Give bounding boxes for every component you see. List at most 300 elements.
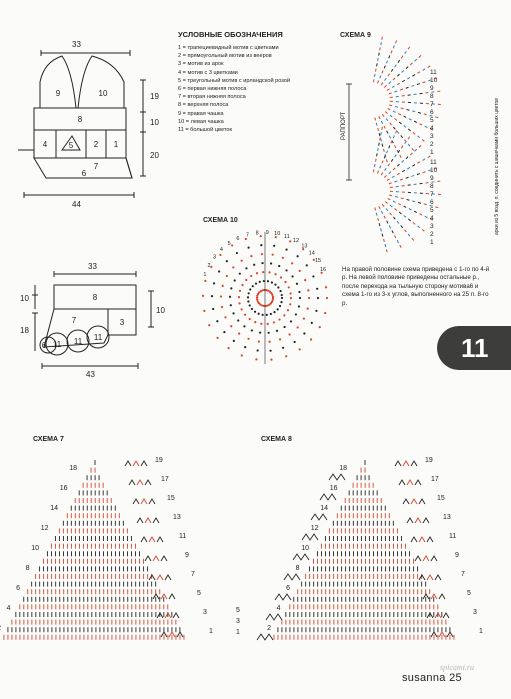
row-number: 7 <box>461 571 465 578</box>
stitch <box>280 301 282 303</box>
fan-stitch <box>145 518 151 523</box>
stitch <box>381 228 382 231</box>
stitch <box>395 130 396 133</box>
stitch <box>238 296 240 298</box>
stitch <box>398 204 401 205</box>
legend-title: УСЛОВНЫЕ ОБОЗНАЧЕНИЯ <box>178 30 283 39</box>
stitch <box>386 61 387 64</box>
row-number: 9 <box>455 552 459 559</box>
stitch <box>423 82 426 83</box>
stitch <box>221 306 223 308</box>
row-number: 7 <box>245 232 249 239</box>
fan-stitch <box>153 556 159 561</box>
schematic-bottom <box>0 255 170 380</box>
stitch <box>398 150 400 152</box>
stitch <box>254 311 256 313</box>
stitch <box>278 265 280 267</box>
stitch <box>397 74 399 76</box>
stitch <box>422 139 424 141</box>
stitch <box>211 295 213 297</box>
stitch <box>373 79 374 82</box>
stitch <box>399 212 401 214</box>
stitch <box>376 159 377 162</box>
stitch <box>412 165 415 167</box>
row-number: 13 <box>173 514 181 521</box>
row-number: 3 <box>430 133 434 140</box>
stitch <box>238 302 240 304</box>
diagram-top-label: 2 <box>93 140 99 149</box>
stitch <box>247 296 249 298</box>
fan-stitch <box>293 554 309 560</box>
stitch <box>281 294 283 296</box>
row-number: 1 <box>203 272 207 279</box>
row-number: 11 <box>179 533 187 540</box>
row-number: 6 <box>430 109 434 116</box>
stitch <box>245 279 247 281</box>
fan-stitch <box>395 461 401 466</box>
stitch <box>384 149 385 152</box>
stitch <box>425 216 428 217</box>
stitch <box>404 215 406 217</box>
stitch <box>428 66 431 68</box>
stitch <box>413 132 415 134</box>
stitch <box>424 114 427 115</box>
stitch <box>250 275 252 277</box>
stitch <box>299 270 301 272</box>
row-number: 3 <box>213 254 217 261</box>
legend-item: 4 = мотив с 3 цветками <box>178 69 238 76</box>
row-number: 3 <box>236 618 240 625</box>
stitch <box>256 299 258 301</box>
stitch <box>384 216 385 219</box>
stitch <box>257 349 259 351</box>
row-number: 4 <box>219 247 223 254</box>
stitch <box>294 341 296 343</box>
fan-stitch <box>173 613 179 618</box>
fan-stitch <box>169 594 175 599</box>
stitch <box>290 320 292 322</box>
stitch <box>377 63 378 66</box>
stitch <box>393 168 395 170</box>
row-number: 7 <box>430 191 434 198</box>
row-number: 9 <box>185 552 189 559</box>
stitch <box>419 145 421 147</box>
stitch <box>401 198 404 199</box>
stitch <box>378 128 379 131</box>
stitch <box>397 164 399 166</box>
stitch <box>393 201 396 202</box>
stitch <box>401 135 403 137</box>
stitch <box>282 257 284 259</box>
stitch <box>290 292 292 294</box>
diagram-top-height-2: 10 <box>150 118 159 127</box>
stitch <box>268 271 270 273</box>
fan-stitch <box>329 474 345 480</box>
stitch <box>425 126 428 127</box>
stitch <box>212 308 214 310</box>
fan-stitch <box>145 480 151 485</box>
stitch <box>254 321 256 323</box>
stitch <box>262 314 264 316</box>
stitch <box>272 296 274 298</box>
scheme-9-title: СХЕМА 9 <box>340 32 371 39</box>
row-number: 5 <box>236 607 240 614</box>
stitch <box>298 291 300 293</box>
stitch <box>263 305 265 307</box>
legend-item: 5 = треугольный мотив с ирландской розой <box>178 77 291 84</box>
fan-stitch <box>443 613 449 618</box>
stitch <box>404 230 406 232</box>
fan-stitch <box>149 499 155 504</box>
stitch <box>422 229 424 231</box>
stitch <box>381 42 382 45</box>
stitch <box>414 121 417 122</box>
stitch <box>381 132 382 135</box>
diagram-top-height-3: 20 <box>150 151 159 160</box>
stitch <box>274 273 276 275</box>
stitch <box>267 323 269 325</box>
stitch <box>379 116 380 119</box>
stitch <box>310 338 312 340</box>
stitch <box>289 240 291 242</box>
fan-stitch <box>419 537 425 542</box>
fan-stitch <box>157 537 163 542</box>
stitch <box>233 340 235 342</box>
stitch <box>236 252 238 254</box>
row-number: 3 <box>203 609 207 616</box>
fan-stitch <box>161 556 167 561</box>
fan-stitch <box>399 480 405 485</box>
stitch <box>406 67 408 69</box>
stitch <box>291 275 293 277</box>
section-tab: 11 <box>437 326 511 370</box>
legend-item: 10 = левая чашка <box>178 118 224 125</box>
row-number: 6 <box>286 585 290 592</box>
fan-stitch <box>129 480 135 485</box>
fan-stitch <box>427 537 433 542</box>
row-number: 12 <box>292 238 300 245</box>
row-number: 19 <box>425 457 433 464</box>
stitch <box>379 223 380 226</box>
stitch <box>395 119 397 121</box>
stitch <box>382 37 383 40</box>
stitch <box>271 294 273 296</box>
fan-stitch <box>133 461 139 466</box>
stitch <box>222 285 224 287</box>
stitch <box>398 60 400 62</box>
stitch <box>401 225 403 227</box>
stitch <box>428 156 431 158</box>
stitch <box>278 318 280 320</box>
diagram-bottom-label: 8 <box>92 293 98 302</box>
row-number: 16 <box>59 485 68 492</box>
fan-stitch <box>415 480 421 485</box>
diagram-top-label: 9 <box>55 89 61 98</box>
stitch <box>245 267 247 269</box>
stitch <box>390 205 392 207</box>
stitch <box>378 58 379 61</box>
stitch <box>265 289 267 291</box>
diagram-top-label: 10 <box>98 89 108 98</box>
stitch <box>401 56 403 58</box>
stitch <box>393 217 395 219</box>
stitch <box>216 320 218 322</box>
stitch <box>283 326 285 328</box>
stitch <box>263 280 265 282</box>
stitch <box>208 324 210 326</box>
stitch <box>251 308 253 310</box>
stitch <box>375 74 376 77</box>
stitch <box>408 129 410 131</box>
stitch <box>382 204 384 206</box>
diagram-bottom-width-bottom: 43 <box>86 370 95 379</box>
stitch <box>299 348 301 350</box>
stitch <box>407 109 410 110</box>
stitch <box>392 230 393 233</box>
stitch <box>295 313 297 315</box>
stitch <box>279 290 281 292</box>
stitch <box>387 179 390 181</box>
stitch <box>389 145 390 148</box>
stitch <box>277 286 279 288</box>
row-number: 4 <box>6 605 11 612</box>
diagram-bottom-height-3: 10 <box>156 306 165 315</box>
stitch <box>401 146 403 148</box>
stitch <box>319 326 321 328</box>
stitch <box>376 213 377 216</box>
stitch <box>219 254 221 256</box>
row-number: 11 <box>284 233 290 240</box>
stitch <box>405 141 407 143</box>
stitch <box>393 111 396 112</box>
row-number: 5 <box>430 117 434 124</box>
stitch <box>384 156 385 159</box>
stitch <box>316 288 318 290</box>
stitch <box>395 145 396 148</box>
stitch <box>388 108 391 109</box>
stitch <box>397 83 400 85</box>
row-number: 9 <box>430 175 434 182</box>
stitch <box>218 270 220 272</box>
stitch <box>410 63 412 65</box>
stitch <box>417 84 420 85</box>
stitch <box>386 118 388 120</box>
stitch <box>423 159 426 161</box>
stitch <box>387 89 390 91</box>
row-number: 8 <box>255 230 259 237</box>
stitch <box>398 114 401 115</box>
stitch <box>401 108 404 109</box>
stitch <box>399 122 401 124</box>
stitch <box>213 282 215 284</box>
stitch <box>262 271 264 273</box>
stitch <box>261 289 263 291</box>
stitch <box>223 331 225 333</box>
stitch <box>303 318 305 320</box>
fan-stitch <box>302 534 318 540</box>
stitch <box>304 279 306 281</box>
stitch <box>404 125 406 127</box>
row-number: 14 <box>50 505 58 512</box>
stitch <box>418 202 421 203</box>
stitch <box>400 155 401 158</box>
stitch <box>402 160 404 162</box>
stitch <box>307 289 309 291</box>
stitch <box>315 310 317 312</box>
stitch <box>412 238 414 240</box>
legend-item: 6 = первая нижняя полоса <box>178 86 247 93</box>
stitch <box>415 149 417 151</box>
fan-stitch <box>427 575 433 580</box>
stitch <box>260 235 262 237</box>
stitch <box>385 78 387 80</box>
stitch <box>388 74 390 76</box>
row-number: 7 <box>430 101 434 108</box>
stitch <box>267 280 269 282</box>
stitch <box>285 355 287 357</box>
stitch <box>415 59 417 61</box>
stitch <box>268 341 270 343</box>
row-number: 13 <box>443 514 451 521</box>
scheme-7-title: СХЕМА 7 <box>33 436 64 443</box>
stitch <box>389 136 390 139</box>
stitch <box>382 127 383 130</box>
stitch <box>382 114 384 116</box>
stitch <box>270 313 272 315</box>
row-number: 18 <box>69 465 77 472</box>
stitch <box>392 176 395 178</box>
row-number: 14 <box>308 250 315 257</box>
stitch <box>394 91 397 92</box>
diagram-bottom-label: 11 <box>93 333 103 342</box>
stitch <box>385 168 387 170</box>
brand-name: susanna <box>402 672 446 684</box>
stitch <box>248 246 250 248</box>
stitch <box>249 318 251 320</box>
stitch <box>258 340 260 342</box>
diagram-top-label: 8 <box>77 115 83 124</box>
stitch <box>381 211 382 214</box>
stitch <box>385 202 387 204</box>
stitch <box>241 284 243 286</box>
fan-stitch <box>137 518 143 523</box>
stitch <box>267 304 269 306</box>
stitch <box>248 292 250 294</box>
stitch <box>409 209 412 210</box>
stitch <box>389 195 392 196</box>
diagram-bottom-height-1: 10 <box>20 294 29 303</box>
fan-stitch <box>153 518 159 523</box>
stitch <box>417 72 420 74</box>
stitch <box>231 244 233 246</box>
stitch <box>281 297 283 299</box>
stitch <box>418 112 421 113</box>
row-number: 12 <box>40 525 49 532</box>
legend-item: 11 = большой цветок <box>178 127 232 134</box>
stitch <box>285 269 287 271</box>
stitch <box>261 253 263 255</box>
row-number: 14 <box>320 505 328 512</box>
stitch <box>423 69 426 71</box>
stitch <box>406 87 409 88</box>
row-number: 8 <box>430 183 434 190</box>
stitch <box>400 179 403 180</box>
fan-stitch <box>141 537 147 542</box>
fan-stitch <box>157 575 163 580</box>
diagram-bottom-label: 3 <box>119 318 125 327</box>
row-number: 1 <box>430 149 434 156</box>
stitch <box>391 140 392 143</box>
stitch <box>406 177 409 178</box>
stitch <box>411 175 414 176</box>
fan-stitch <box>165 575 171 580</box>
stitch <box>234 279 236 281</box>
fan-stitch <box>415 556 421 561</box>
row-number: 2 <box>207 262 211 269</box>
stitch <box>296 283 298 285</box>
stitch <box>376 123 377 126</box>
stitch <box>259 332 261 334</box>
row-number: 4 <box>430 215 434 222</box>
stitch <box>435 117 438 118</box>
stitch <box>375 164 376 167</box>
stitch <box>393 127 395 129</box>
stitch <box>381 83 383 85</box>
stitch <box>230 325 232 327</box>
stitch <box>291 262 293 264</box>
row-number: 11 <box>430 159 437 166</box>
stitch <box>270 262 272 264</box>
diagram-top-label: 7 <box>93 162 99 171</box>
diagram-bottom-label: 6 <box>41 341 47 350</box>
row-number: 5 <box>197 590 201 597</box>
watermark-text: spicami.ru <box>440 663 474 672</box>
stitch <box>308 297 310 299</box>
stitch <box>395 106 398 107</box>
stitch <box>417 162 420 164</box>
stitch <box>423 172 426 173</box>
legend-item: 7 = вторая нижняя полоса <box>178 94 246 101</box>
stitch <box>258 313 260 315</box>
stitch <box>405 51 407 53</box>
stitch <box>407 199 410 200</box>
stitch <box>303 332 305 334</box>
stitch <box>288 286 290 288</box>
diagram-top-label: 6 <box>81 169 87 178</box>
stitch <box>241 260 243 262</box>
stitch <box>276 330 278 332</box>
stitch <box>389 82 391 84</box>
legend-item: 1 = трапециевидный мотив с цветками <box>178 45 279 51</box>
diagram-top-label: 1 <box>113 140 119 149</box>
stitch <box>384 126 385 129</box>
stitch <box>397 131 399 133</box>
stitch <box>384 85 386 87</box>
stitch <box>408 144 410 146</box>
row-number: 10 <box>430 77 438 84</box>
fan-stitch <box>403 461 409 466</box>
stitch <box>261 262 263 264</box>
fan-stitch <box>133 499 139 504</box>
diagram-top-label: 4 <box>42 140 48 149</box>
stitch <box>244 314 246 316</box>
stitch <box>382 71 383 74</box>
page-number: 25 <box>449 672 462 684</box>
legend-item: 2 = прямоугольный мотив из вееров <box>178 53 272 60</box>
row-number: 18 <box>339 465 347 472</box>
fan-stitch <box>403 499 409 504</box>
stitch <box>289 333 291 335</box>
